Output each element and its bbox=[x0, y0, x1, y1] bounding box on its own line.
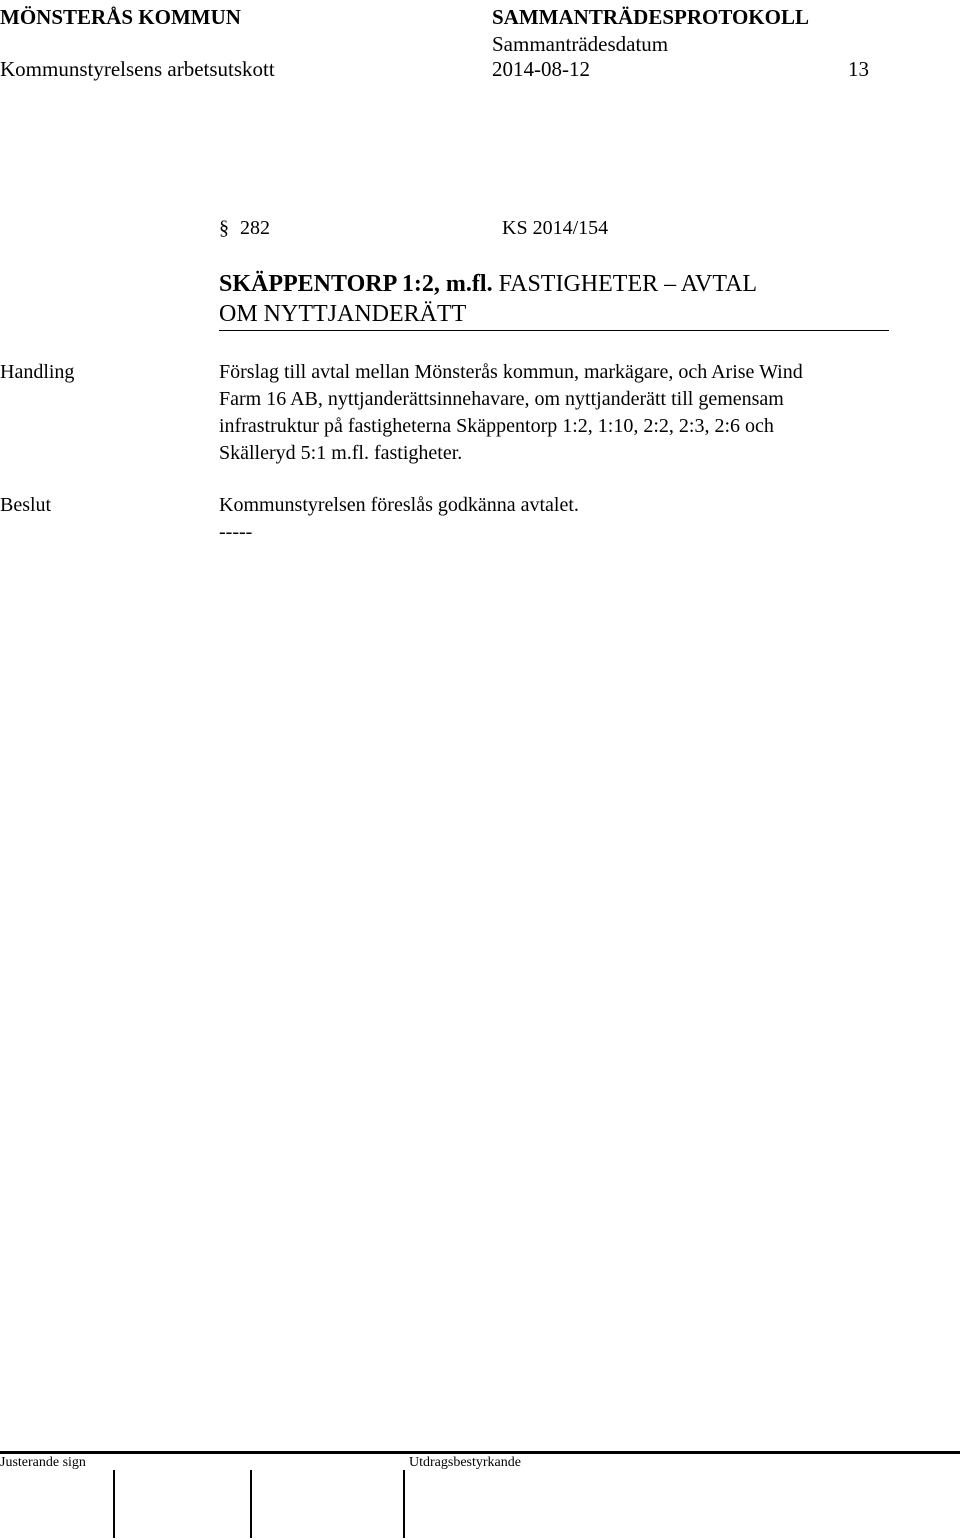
signature-box-divider bbox=[403, 1470, 405, 1538]
meeting-date: 2014-08-12 bbox=[492, 57, 590, 81]
item-title-bold: SKÄPPENTORP 1:2, m.fl. bbox=[219, 271, 493, 297]
item-title-line2: OM NYTTJANDERÄTT bbox=[219, 301, 467, 327]
footer-justerande-label: Justerande sign bbox=[0, 1455, 86, 1470]
handling-line: Förslag till avtal mellan Mönsterås kommun, markägare, och Arise Wind bbox=[219, 361, 803, 383]
item-title-rest: FASTIGHETER – AVTAL bbox=[492, 271, 758, 297]
title-underline bbox=[219, 330, 889, 331]
handling-line: Skälleryd 5:1 m.fl. fastigheter. bbox=[219, 442, 463, 464]
document-type: SAMMANTRÄDESPROTOKOLL bbox=[492, 5, 809, 29]
page-number: 13 bbox=[848, 57, 869, 81]
end-marker: ----- bbox=[219, 521, 253, 543]
handling-line: Farm 16 AB, nyttjanderättsinnehavare, om nyttjanderätt till gemensam bbox=[219, 388, 784, 410]
signature-box-divider bbox=[113, 1470, 115, 1538]
footer-utdrag-label: Utdragsbestyrkande bbox=[409, 1455, 521, 1470]
section-symbol: § bbox=[219, 217, 229, 239]
item-title bbox=[219, 269, 757, 299]
item-paragraph-number bbox=[219, 215, 270, 242]
case-reference: KS 2014/154 bbox=[502, 217, 609, 239]
section-label-beslut: Beslut bbox=[0, 494, 52, 516]
signature-box-divider bbox=[250, 1470, 252, 1538]
date-label: Sammanträdesdatum bbox=[492, 32, 669, 56]
beslut-text: Kommunstyrelsen föreslås godkänna avtalet. bbox=[219, 494, 579, 516]
committee-name: Kommunstyrelsens arbetsutskott bbox=[0, 57, 275, 81]
org-name: MÖNSTERÅS KOMMUN bbox=[0, 5, 241, 29]
section-label-handling: Handling bbox=[0, 361, 75, 383]
footer-rule bbox=[0, 1451, 960, 1454]
paragraph-number: 282 bbox=[240, 217, 270, 239]
handling-line: infrastruktur på fastigheterna Skäppentorp 1:2, 1:10, 2:2, 2:3, 2:6 och bbox=[219, 415, 774, 437]
handling-text bbox=[219, 359, 803, 467]
